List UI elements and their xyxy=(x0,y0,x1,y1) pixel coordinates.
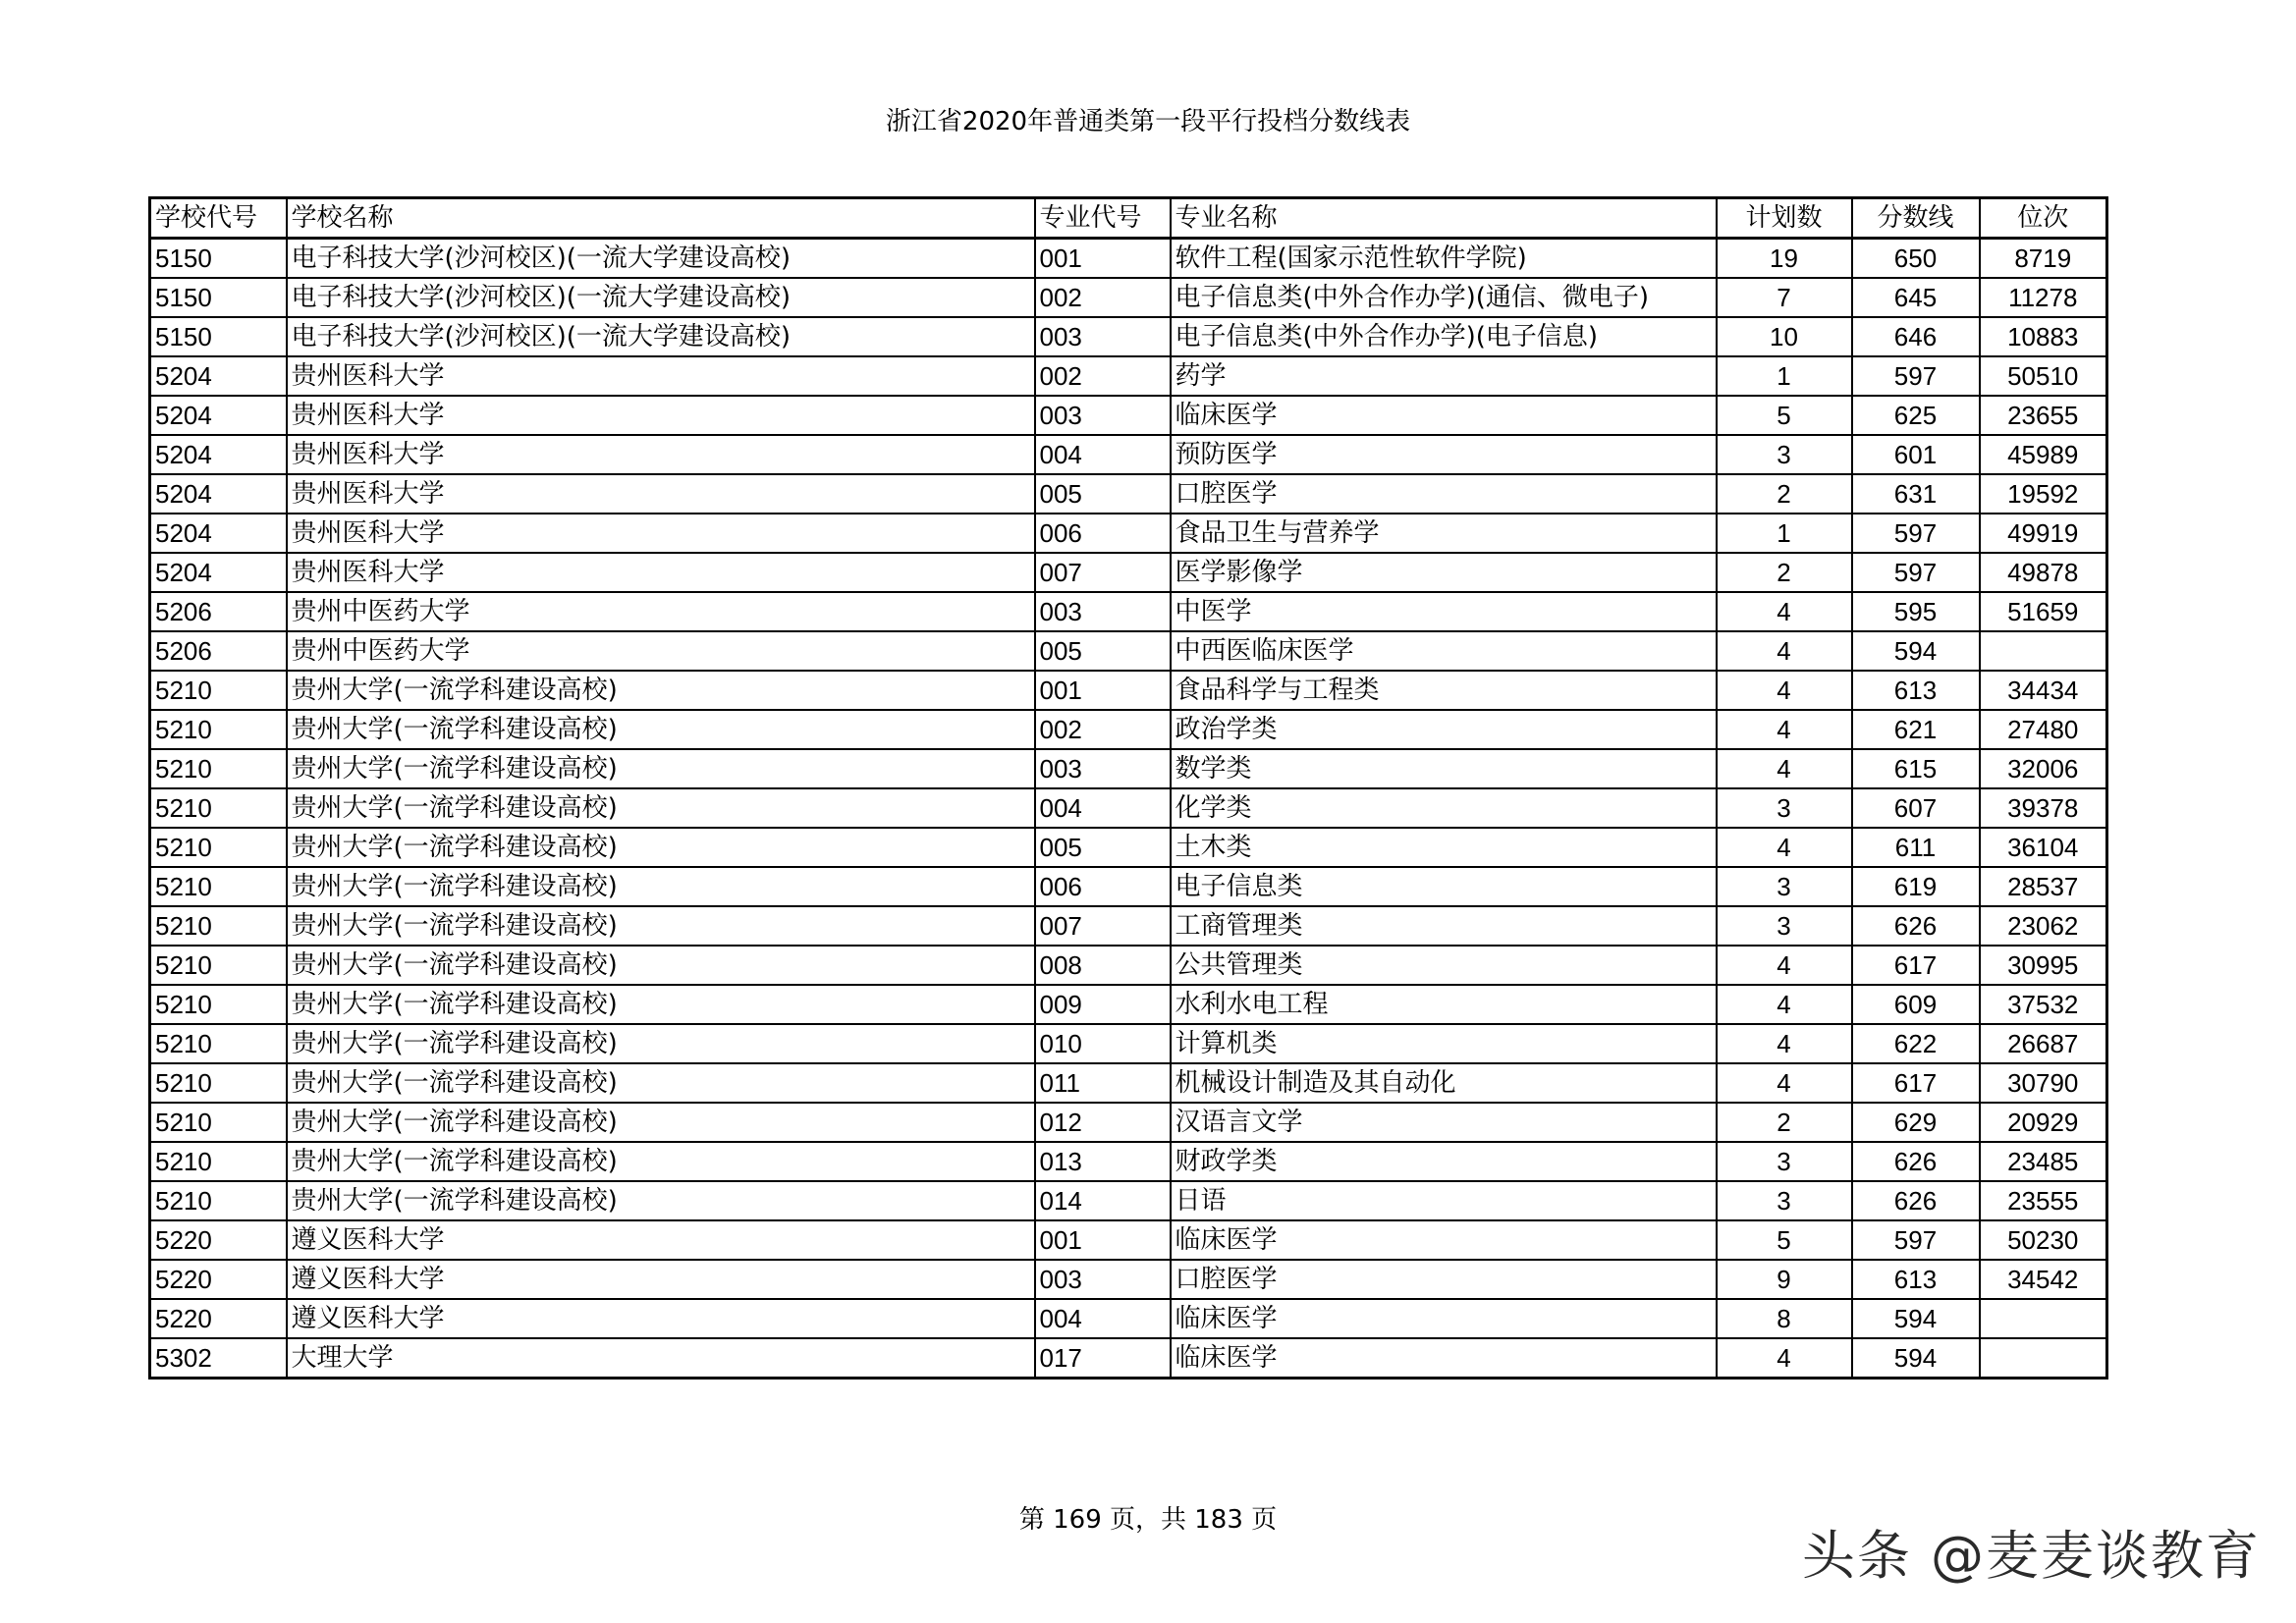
cell-school-name: 遵义医科大学 xyxy=(287,1299,1035,1338)
table-row xyxy=(150,867,2107,906)
cell-plan-count: 4 xyxy=(1717,1063,1852,1103)
cell-school-name: 贵州大学(一流学科建设高校) xyxy=(287,1181,1035,1220)
table-row xyxy=(150,592,2107,631)
cell-school-name: 贵州大学(一流学科建设高校) xyxy=(287,1142,1035,1181)
cell-plan-count: 2 xyxy=(1717,474,1852,514)
cell-rank: 30790 xyxy=(1980,1063,2107,1103)
table-header-row xyxy=(150,198,2107,239)
cell-school-name: 贵州大学(一流学科建设高校) xyxy=(287,671,1035,710)
cell-plan-count: 2 xyxy=(1717,553,1852,592)
cell-school-name: 贵州医科大学 xyxy=(287,396,1035,435)
cell-plan-count: 4 xyxy=(1717,985,1852,1024)
cell-school-name: 贵州大学(一流学科建设高校) xyxy=(287,906,1035,946)
cell-plan-count: 7 xyxy=(1717,278,1852,317)
cell-major-name: 中医学 xyxy=(1171,592,1717,631)
cell-major-code: 008 xyxy=(1035,946,1171,985)
cell-major-code: 003 xyxy=(1035,317,1171,356)
cell-score-line: 626 xyxy=(1852,1181,1980,1220)
cell-major-code: 006 xyxy=(1035,514,1171,553)
cell-plan-count: 4 xyxy=(1717,1024,1852,1063)
cell-rank: 37532 xyxy=(1980,985,2107,1024)
cell-plan-count: 2 xyxy=(1717,1103,1852,1142)
cell-rank: 8719 xyxy=(1980,239,2107,279)
cell-major-code: 002 xyxy=(1035,278,1171,317)
cell-school-code: 5210 xyxy=(150,788,287,828)
cell-plan-count: 4 xyxy=(1717,631,1852,671)
cell-rank: 27480 xyxy=(1980,710,2107,749)
cell-school-code: 5210 xyxy=(150,828,287,867)
cell-rank: 45989 xyxy=(1980,435,2107,474)
cell-score-line: 594 xyxy=(1852,1299,1980,1338)
cell-major-code: 006 xyxy=(1035,867,1171,906)
cell-school-name: 电子科技大学(沙河校区)(一流大学建设高校) xyxy=(287,317,1035,356)
cell-school-code: 5210 xyxy=(150,671,287,710)
cell-rank: 34542 xyxy=(1980,1260,2107,1299)
table-row xyxy=(150,1299,2107,1338)
cell-major-code: 007 xyxy=(1035,906,1171,946)
cell-school-name: 贵州中医药大学 xyxy=(287,592,1035,631)
cell-school-code: 5204 xyxy=(150,356,287,396)
cell-major-code: 013 xyxy=(1035,1142,1171,1181)
cell-school-name: 贵州医科大学 xyxy=(287,474,1035,514)
cell-major-code: 005 xyxy=(1035,474,1171,514)
cell-school-name: 贵州医科大学 xyxy=(287,514,1035,553)
cell-major-name: 食品卫生与营养学 xyxy=(1171,514,1717,553)
cell-plan-count: 4 xyxy=(1717,946,1852,985)
table-row xyxy=(150,1142,2107,1181)
cell-plan-count: 3 xyxy=(1717,788,1852,828)
table-row xyxy=(150,278,2107,317)
header-rank: 位次 xyxy=(1980,198,2107,239)
cell-rank: 49878 xyxy=(1980,553,2107,592)
cell-school-code: 5210 xyxy=(150,1103,287,1142)
cell-plan-count: 3 xyxy=(1717,906,1852,946)
cell-school-name: 贵州大学(一流学科建设高校) xyxy=(287,710,1035,749)
cell-major-name: 政治学类 xyxy=(1171,710,1717,749)
cell-rank: 20929 xyxy=(1980,1103,2107,1142)
cell-rank xyxy=(1980,1338,2107,1379)
cell-school-code: 5150 xyxy=(150,278,287,317)
cell-major-name: 临床医学 xyxy=(1171,1338,1717,1379)
cell-major-name: 临床医学 xyxy=(1171,396,1717,435)
cell-school-name: 贵州大学(一流学科建设高校) xyxy=(287,749,1035,788)
cell-plan-count: 4 xyxy=(1717,828,1852,867)
cell-school-code: 5210 xyxy=(150,1181,287,1220)
cell-major-code: 003 xyxy=(1035,1260,1171,1299)
table-row xyxy=(150,1338,2107,1379)
cell-school-code: 5150 xyxy=(150,239,287,279)
cell-school-code: 5210 xyxy=(150,867,287,906)
cell-major-name: 数学类 xyxy=(1171,749,1717,788)
table-row xyxy=(150,671,2107,710)
cell-score-line: 609 xyxy=(1852,985,1980,1024)
cell-school-code: 5210 xyxy=(150,985,287,1024)
cell-school-code: 5210 xyxy=(150,906,287,946)
table-row xyxy=(150,906,2107,946)
cell-score-line: 607 xyxy=(1852,788,1980,828)
cell-rank: 50230 xyxy=(1980,1220,2107,1260)
cell-plan-count: 3 xyxy=(1717,1142,1852,1181)
cell-rank: 19592 xyxy=(1980,474,2107,514)
cell-major-name: 口腔医学 xyxy=(1171,474,1717,514)
cell-school-code: 5220 xyxy=(150,1260,287,1299)
cell-score-line: 626 xyxy=(1852,1142,1980,1181)
table-row xyxy=(150,710,2107,749)
table-row xyxy=(150,985,2107,1024)
cell-rank: 32006 xyxy=(1980,749,2107,788)
cell-plan-count: 8 xyxy=(1717,1299,1852,1338)
table-row xyxy=(150,828,2107,867)
cell-school-name: 贵州医科大学 xyxy=(287,356,1035,396)
header-plan-count: 计划数 xyxy=(1717,198,1852,239)
header-score-line: 分数线 xyxy=(1852,198,1980,239)
cell-plan-count: 4 xyxy=(1717,1338,1852,1379)
cell-rank: 51659 xyxy=(1980,592,2107,631)
cell-major-name: 口腔医学 xyxy=(1171,1260,1717,1299)
page-footer: 第 169 页，共 183 页 xyxy=(1018,1505,1278,1535)
cell-major-code: 005 xyxy=(1035,631,1171,671)
cell-plan-count: 4 xyxy=(1717,671,1852,710)
cell-major-code: 005 xyxy=(1035,828,1171,867)
cell-major-name: 预防医学 xyxy=(1171,435,1717,474)
cell-school-code: 5204 xyxy=(150,435,287,474)
cell-score-line: 617 xyxy=(1852,1063,1980,1103)
table-row xyxy=(150,749,2107,788)
cell-major-name: 公共管理类 xyxy=(1171,946,1717,985)
cell-rank: 36104 xyxy=(1980,828,2107,867)
cell-score-line: 645 xyxy=(1852,278,1980,317)
cell-plan-count: 1 xyxy=(1717,356,1852,396)
cell-rank: 11278 xyxy=(1980,278,2107,317)
table-body xyxy=(150,239,2107,1379)
cell-plan-count: 3 xyxy=(1717,1181,1852,1220)
table-row xyxy=(150,514,2107,553)
cell-plan-count: 1 xyxy=(1717,514,1852,553)
cell-major-code: 011 xyxy=(1035,1063,1171,1103)
cell-score-line: 613 xyxy=(1852,671,1980,710)
cell-major-code: 004 xyxy=(1035,435,1171,474)
table-row xyxy=(150,946,2107,985)
cell-major-code: 014 xyxy=(1035,1181,1171,1220)
cell-score-line: 594 xyxy=(1852,631,1980,671)
cell-major-name: 临床医学 xyxy=(1171,1299,1717,1338)
cell-major-name: 日语 xyxy=(1171,1181,1717,1220)
cell-rank: 49919 xyxy=(1980,514,2107,553)
cell-school-code: 5220 xyxy=(150,1220,287,1260)
cell-major-code: 004 xyxy=(1035,1299,1171,1338)
cell-school-name: 贵州大学(一流学科建设高校) xyxy=(287,1103,1035,1142)
cell-score-line: 625 xyxy=(1852,396,1980,435)
header-major-code: 专业代号 xyxy=(1035,198,1171,239)
cell-score-line: 597 xyxy=(1852,514,1980,553)
cell-rank: 23062 xyxy=(1980,906,2107,946)
cell-school-code: 5210 xyxy=(150,1142,287,1181)
cell-school-name: 贵州大学(一流学科建设高校) xyxy=(287,985,1035,1024)
cell-score-line: 613 xyxy=(1852,1260,1980,1299)
cell-school-code: 5150 xyxy=(150,317,287,356)
header-major-name: 专业名称 xyxy=(1171,198,1717,239)
cell-school-code: 5210 xyxy=(150,1024,287,1063)
cell-plan-count: 10 xyxy=(1717,317,1852,356)
table-row xyxy=(150,1181,2107,1220)
header-school-name: 学校名称 xyxy=(287,198,1035,239)
table-row xyxy=(150,788,2107,828)
cell-score-line: 597 xyxy=(1852,1220,1980,1260)
cell-school-name: 遵义医科大学 xyxy=(287,1260,1035,1299)
cell-score-line: 626 xyxy=(1852,906,1980,946)
cell-school-code: 5302 xyxy=(150,1338,287,1379)
table-row xyxy=(150,553,2107,592)
cell-major-code: 001 xyxy=(1035,239,1171,279)
cell-score-line: 594 xyxy=(1852,1338,1980,1379)
cell-plan-count: 4 xyxy=(1717,749,1852,788)
cell-major-name: 化学类 xyxy=(1171,788,1717,828)
watermark: 头条 @麦麦谈教育 xyxy=(1801,1525,2261,1587)
cell-rank: 30995 xyxy=(1980,946,2107,985)
cell-rank: 23555 xyxy=(1980,1181,2107,1220)
cell-score-line: 646 xyxy=(1852,317,1980,356)
cell-school-code: 5204 xyxy=(150,514,287,553)
cell-school-code: 5206 xyxy=(150,631,287,671)
cell-score-line: 621 xyxy=(1852,710,1980,749)
cell-major-code: 003 xyxy=(1035,592,1171,631)
cell-score-line: 622 xyxy=(1852,1024,1980,1063)
table-row xyxy=(150,1024,2107,1063)
cell-school-name: 贵州大学(一流学科建设高校) xyxy=(287,828,1035,867)
cell-major-name: 土木类 xyxy=(1171,828,1717,867)
cell-rank: 10883 xyxy=(1980,317,2107,356)
cell-major-name: 水利水电工程 xyxy=(1171,985,1717,1024)
cell-major-code: 009 xyxy=(1035,985,1171,1024)
table-row xyxy=(150,317,2107,356)
cell-major-code: 010 xyxy=(1035,1024,1171,1063)
cell-score-line: 595 xyxy=(1852,592,1980,631)
cell-major-code: 003 xyxy=(1035,749,1171,788)
cell-rank xyxy=(1980,1299,2107,1338)
cell-plan-count: 4 xyxy=(1717,592,1852,631)
cell-major-name: 工商管理类 xyxy=(1171,906,1717,946)
cell-score-line: 631 xyxy=(1852,474,1980,514)
cell-school-name: 贵州大学(一流学科建设高校) xyxy=(287,867,1035,906)
cell-school-name: 贵州中医药大学 xyxy=(287,631,1035,671)
cell-school-code: 5210 xyxy=(150,946,287,985)
cell-score-line: 619 xyxy=(1852,867,1980,906)
cell-school-code: 5220 xyxy=(150,1299,287,1338)
cell-major-name: 财政学类 xyxy=(1171,1142,1717,1181)
cell-major-name: 临床医学 xyxy=(1171,1220,1717,1260)
table-row xyxy=(150,631,2107,671)
cell-major-name: 电子信息类 xyxy=(1171,867,1717,906)
cell-school-name: 电子科技大学(沙河校区)(一流大学建设高校) xyxy=(287,278,1035,317)
cell-school-code: 5210 xyxy=(150,1063,287,1103)
cell-major-code: 017 xyxy=(1035,1338,1171,1379)
cell-rank xyxy=(1980,631,2107,671)
cell-major-name: 中西医临床医学 xyxy=(1171,631,1717,671)
cell-plan-count: 5 xyxy=(1717,396,1852,435)
cell-school-name: 遵义医科大学 xyxy=(287,1220,1035,1260)
score-table xyxy=(148,196,2108,1380)
table-row xyxy=(150,1220,2107,1260)
cell-rank: 23655 xyxy=(1980,396,2107,435)
cell-rank: 23485 xyxy=(1980,1142,2107,1181)
cell-major-name: 计算机类 xyxy=(1171,1024,1717,1063)
cell-major-name: 电子信息类(中外合作办学)(通信、微电子) xyxy=(1171,278,1717,317)
cell-plan-count: 3 xyxy=(1717,435,1852,474)
cell-plan-count: 9 xyxy=(1717,1260,1852,1299)
cell-school-code: 5210 xyxy=(150,749,287,788)
cell-major-name: 食品科学与工程类 xyxy=(1171,671,1717,710)
cell-school-name: 贵州大学(一流学科建设高校) xyxy=(287,1063,1035,1103)
table-row xyxy=(150,239,2107,279)
cell-major-name: 软件工程(国家示范性软件学院) xyxy=(1171,239,1717,279)
cell-major-name: 药学 xyxy=(1171,356,1717,396)
cell-major-code: 004 xyxy=(1035,788,1171,828)
cell-score-line: 615 xyxy=(1852,749,1980,788)
page-title: 浙江省2020年普通类第一段平行投档分数线表 xyxy=(885,107,1411,136)
cell-major-name: 医学影像学 xyxy=(1171,553,1717,592)
table-row xyxy=(150,356,2107,396)
table-row xyxy=(150,1260,2107,1299)
cell-rank: 28537 xyxy=(1980,867,2107,906)
cell-major-name: 电子信息类(中外合作办学)(电子信息) xyxy=(1171,317,1717,356)
cell-major-name: 汉语言文学 xyxy=(1171,1103,1717,1142)
cell-major-code: 003 xyxy=(1035,396,1171,435)
cell-score-line: 650 xyxy=(1852,239,1980,279)
cell-school-code: 5204 xyxy=(150,396,287,435)
cell-plan-count: 5 xyxy=(1717,1220,1852,1260)
cell-school-code: 5204 xyxy=(150,553,287,592)
cell-major-name: 机械设计制造及其自动化 xyxy=(1171,1063,1717,1103)
cell-major-code: 002 xyxy=(1035,710,1171,749)
cell-school-code: 5210 xyxy=(150,710,287,749)
table-row xyxy=(150,1103,2107,1142)
cell-school-name: 贵州大学(一流学科建设高校) xyxy=(287,788,1035,828)
cell-school-name: 贵州医科大学 xyxy=(287,435,1035,474)
cell-school-code: 5204 xyxy=(150,474,287,514)
header-school-code: 学校代号 xyxy=(150,198,287,239)
cell-rank: 39378 xyxy=(1980,788,2107,828)
cell-score-line: 597 xyxy=(1852,553,1980,592)
cell-score-line: 611 xyxy=(1852,828,1980,867)
table-row xyxy=(150,396,2107,435)
cell-school-name: 大理大学 xyxy=(287,1338,1035,1379)
cell-rank: 34434 xyxy=(1980,671,2107,710)
cell-major-code: 001 xyxy=(1035,1220,1171,1260)
cell-plan-count: 3 xyxy=(1717,867,1852,906)
cell-rank: 26687 xyxy=(1980,1024,2107,1063)
table-row xyxy=(150,474,2107,514)
table-row xyxy=(150,1063,2107,1103)
cell-major-code: 001 xyxy=(1035,671,1171,710)
cell-rank: 50510 xyxy=(1980,356,2107,396)
cell-school-name: 贵州医科大学 xyxy=(287,553,1035,592)
cell-score-line: 601 xyxy=(1852,435,1980,474)
table-row xyxy=(150,435,2107,474)
cell-score-line: 629 xyxy=(1852,1103,1980,1142)
cell-school-name: 贵州大学(一流学科建设高校) xyxy=(287,946,1035,985)
cell-school-code: 5206 xyxy=(150,592,287,631)
cell-plan-count: 19 xyxy=(1717,239,1852,279)
cell-score-line: 617 xyxy=(1852,946,1980,985)
cell-major-code: 012 xyxy=(1035,1103,1171,1142)
cell-plan-count: 4 xyxy=(1717,710,1852,749)
cell-school-name: 贵州大学(一流学科建设高校) xyxy=(287,1024,1035,1063)
cell-major-code: 002 xyxy=(1035,356,1171,396)
cell-score-line: 597 xyxy=(1852,356,1980,396)
cell-school-name: 电子科技大学(沙河校区)(一流大学建设高校) xyxy=(287,239,1035,279)
cell-major-code: 007 xyxy=(1035,553,1171,592)
